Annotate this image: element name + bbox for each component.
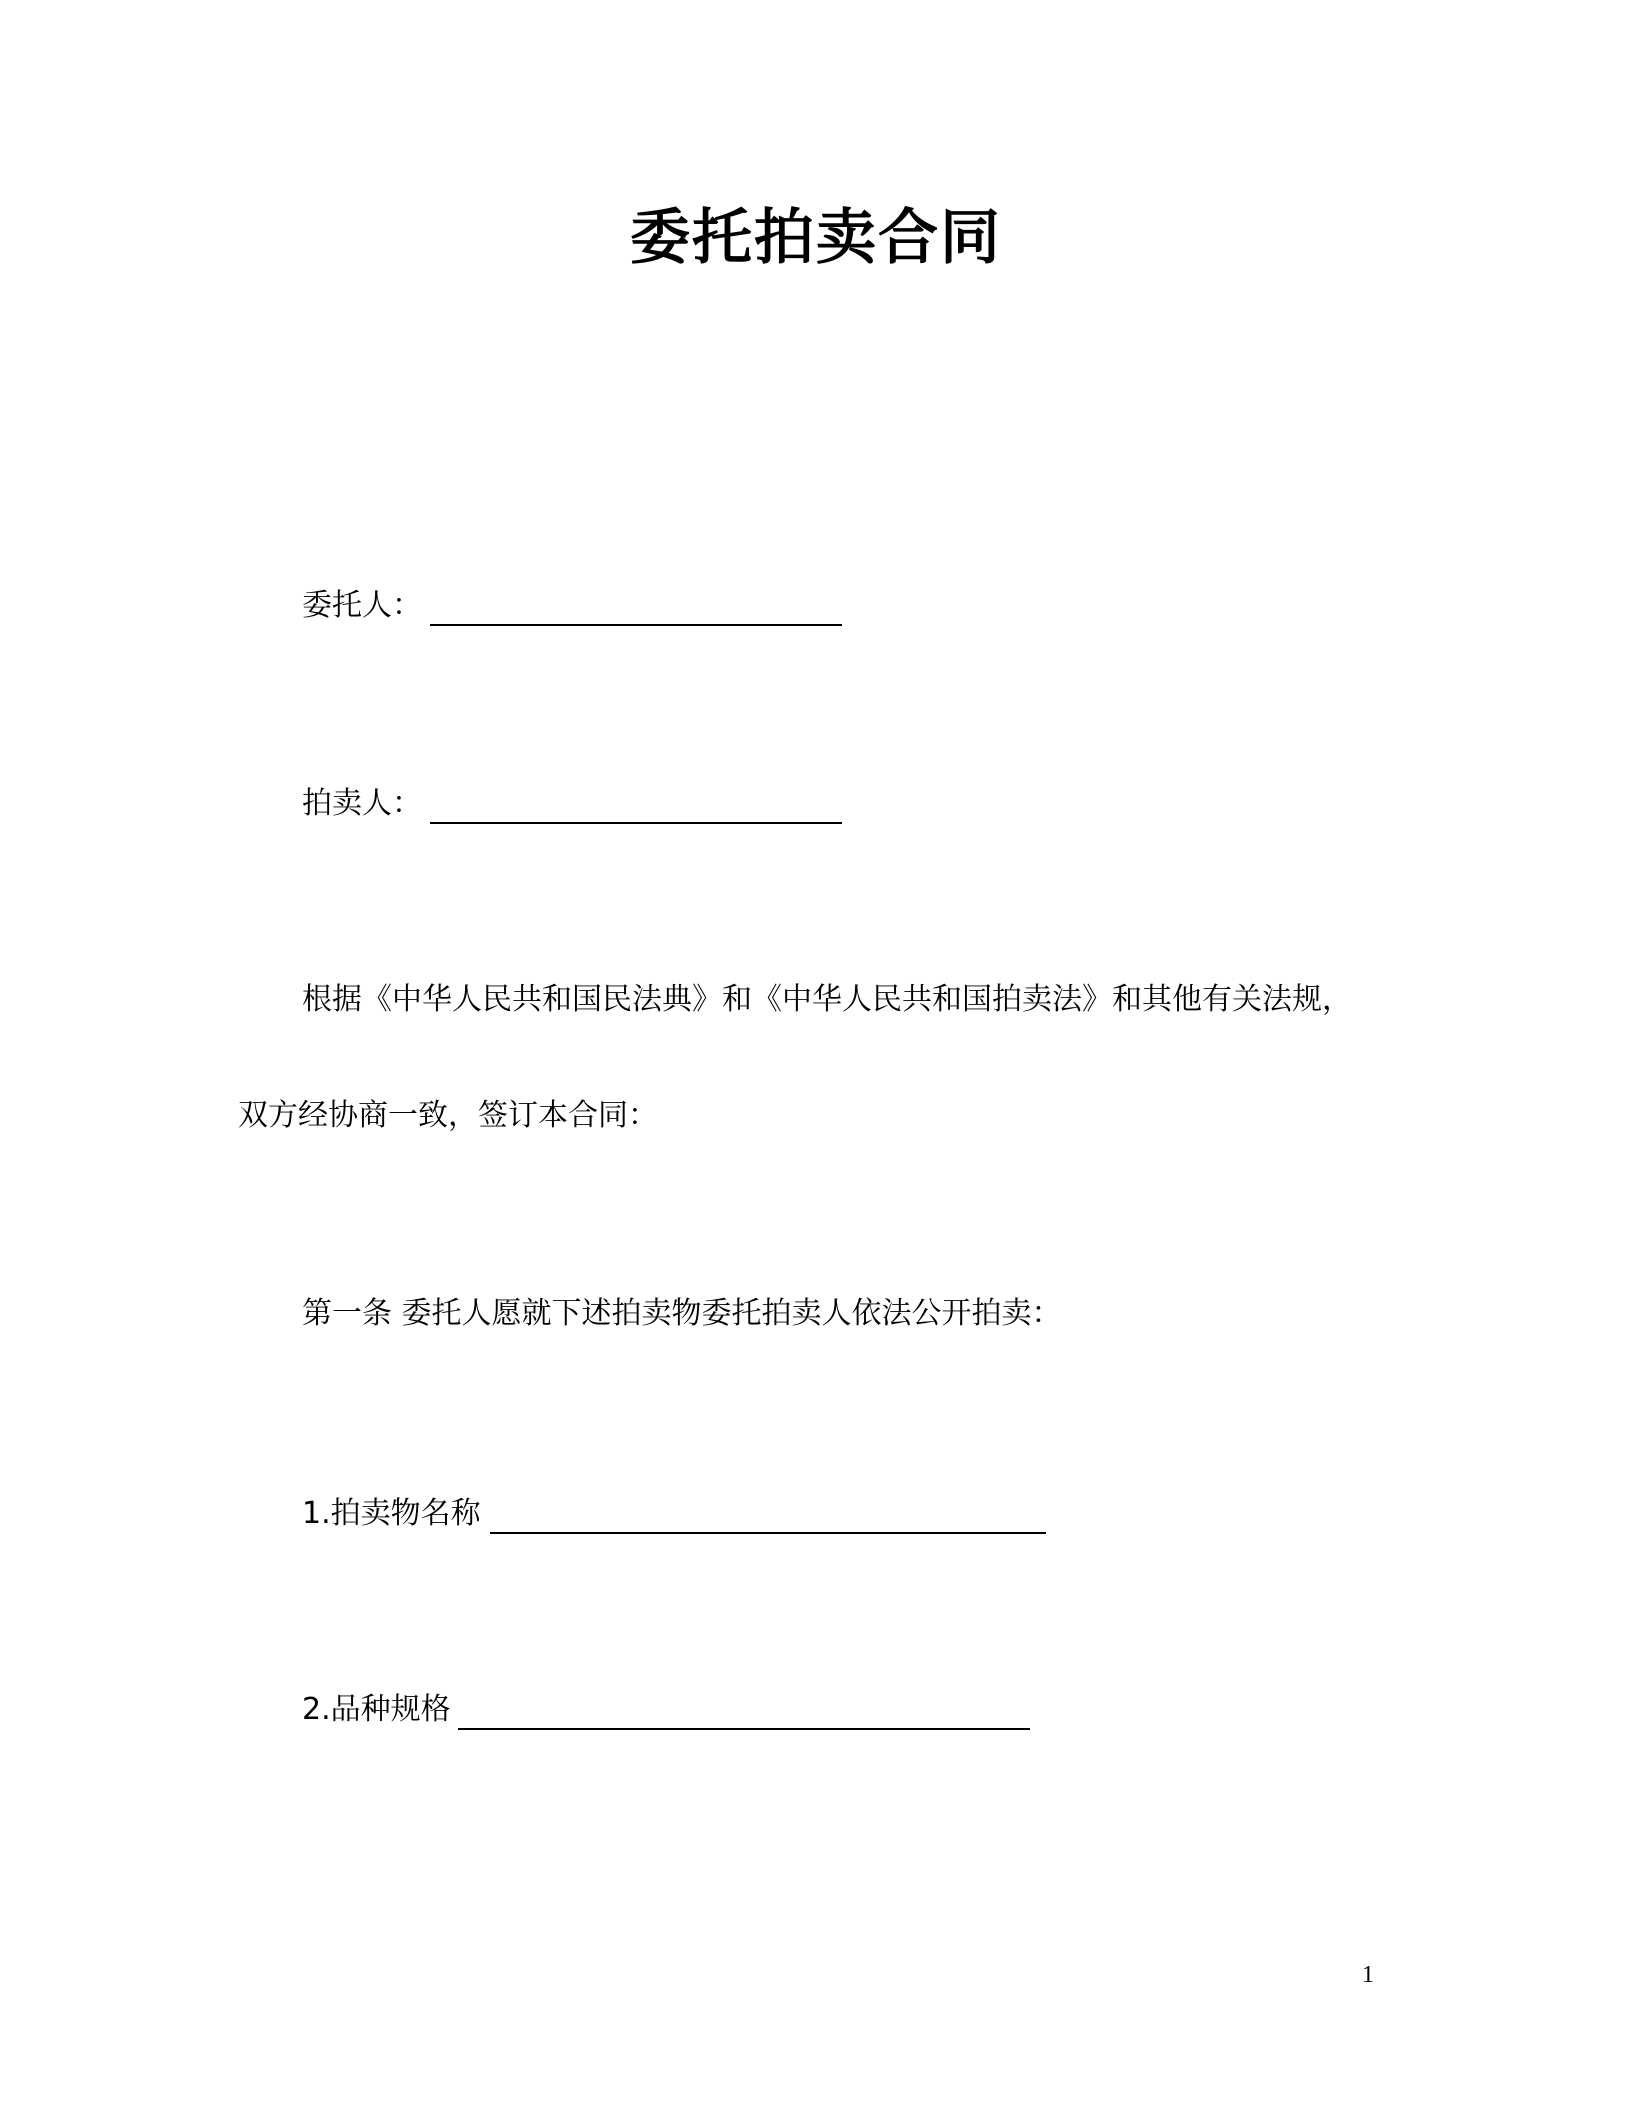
variety-spec-label: 2.品种规格 [302, 1692, 451, 1727]
auction-item-name-label: 1.拍卖物名称 [302, 1496, 481, 1531]
preamble-line-2: 双方经协商一致，签订本合同： [238, 1098, 658, 1133]
auctioneer-label: 拍卖人： [302, 786, 422, 821]
variety-spec-blank-line[interactable] [458, 1728, 1030, 1730]
auctioneer-blank-line[interactable] [430, 822, 842, 824]
article-1-heading: 第一条 委托人愿就下述拍卖物委托拍卖人依法公开拍卖： [302, 1296, 1062, 1331]
auction-item-name-blank-line[interactable] [490, 1532, 1046, 1534]
consignor-label: 委托人： [302, 588, 422, 623]
document-title: 委托拍卖合同 [630, 203, 1002, 273]
page-number: 1 [1362, 1962, 1374, 1988]
preamble-line-1: 根据《中华人民共和国民法典》和《中华人民共和国拍卖法》和其他有关法规， [302, 982, 1352, 1017]
consignor-blank-line[interactable] [430, 624, 842, 626]
